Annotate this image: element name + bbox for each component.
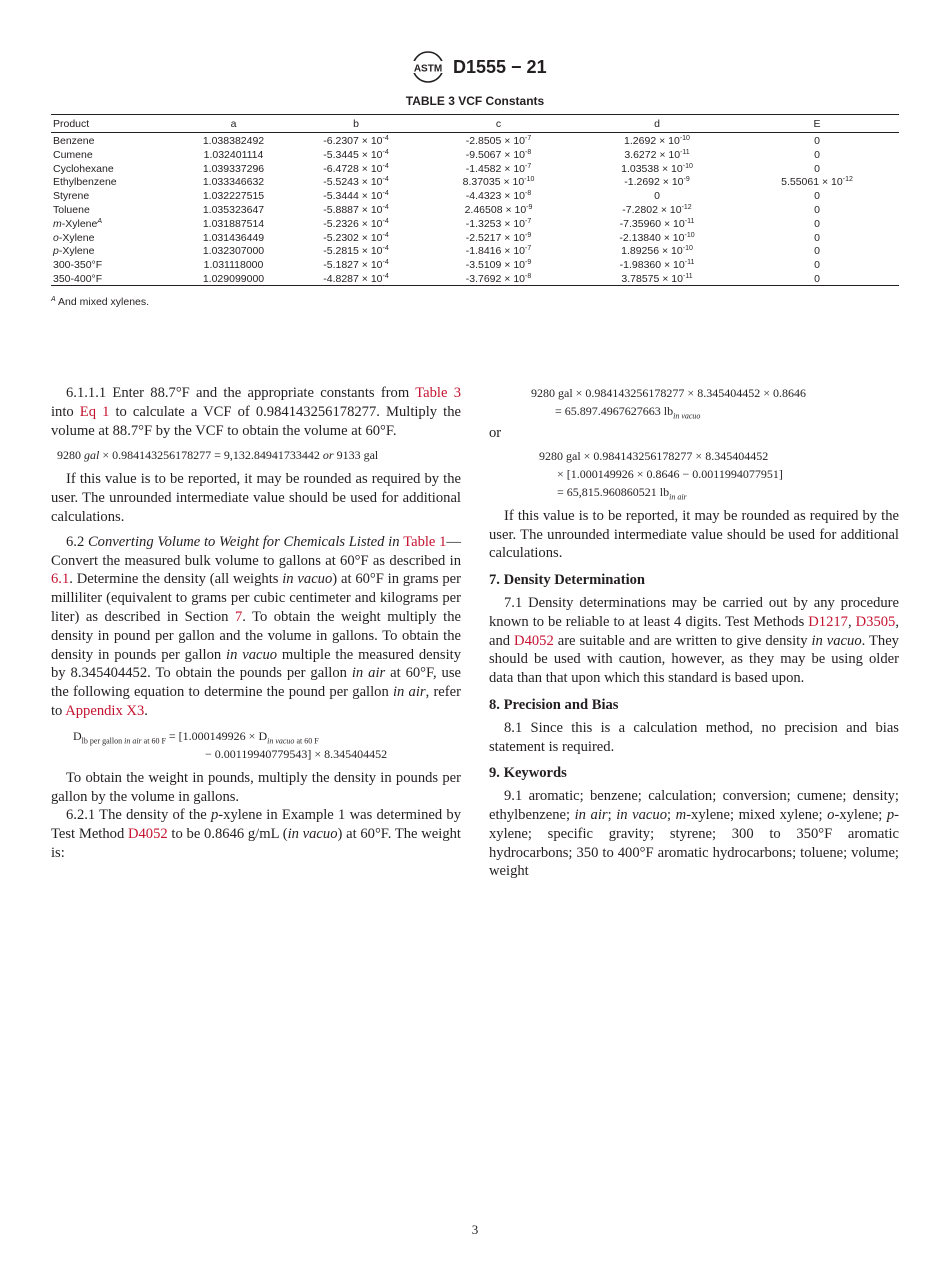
table-cell: 1.038382492: [202, 135, 265, 147]
equation-density-in-air: $D_{lb per gallon in air at 60 F} = [1.000149926 \times D_{in vacuo at 60 F}$ − 0.00119940779543] × 8.345404452: [73, 728, 388, 761]
table-cell: 0: [814, 135, 820, 147]
table-cell: 1.032401114: [203, 148, 264, 161]
table-row: [51, 202, 899, 216]
table-cell: $-5.2815 \times 10^{-4}$: [323, 245, 389, 258]
equation-weight-in-vacuo: 9280 gal × 0.984143256178277 × 8.345404452 × 0.8646 = 65.897.4967627663 $lb_{in vacuo}$: [531, 386, 806, 421]
table-cell: 350-400°F: [53, 272, 103, 285]
table-cell: $1.2692 \times 10^{-10}$: [624, 135, 690, 147]
header-cell: d: [654, 118, 660, 130]
table-cell: p-Xylene: [53, 245, 95, 258]
table-cell: $-4.8287 \times 10^{-4}$: [323, 272, 389, 285]
table-cell: $-1.98360 \times 10^{-11}$: [619, 259, 695, 272]
table-cell: $-4.4323 \times 10^{-8}$: [465, 190, 532, 203]
section-8-heading: 8. Precision and Bias: [489, 696, 619, 713]
link-d3505[interactable]: D3505: [855, 613, 896, 630]
table-cell: $-2.13840 \times 10^{-10}$: [619, 231, 695, 244]
table-cell: $-5.3444 \times 10^{-4}$: [323, 190, 389, 203]
table-cell: $-5.5243 \times 10^{-4}$: [323, 176, 389, 189]
link-section-7[interactable]: 7: [234, 608, 243, 625]
table-cell: $1.89256 \times 10^{-10}$: [621, 245, 693, 258]
table-header-row: [51, 114, 899, 133]
table-cell: 1.032307000: [202, 245, 265, 258]
table-cell: $-7.2802 \times 10^{-12}$: [622, 203, 692, 216]
table-cell: 1.033346632: [202, 176, 265, 189]
table-row: [51, 271, 899, 285]
link-d4052[interactable]: D4052: [127, 826, 168, 843]
table-cell: Toluene: [53, 203, 90, 216]
astm-logo-icon: [408, 50, 448, 84]
table-cell: Styrene: [53, 190, 90, 203]
table-cell: $5.55061 \times 10^{-12}$: [781, 176, 853, 189]
table-row: [51, 147, 899, 161]
table-cell: 300-350°F: [53, 259, 103, 272]
table-cell: $-7.35960 \times 10^{-11}$: [619, 217, 695, 230]
page-header: [0, 50, 950, 90]
table-row: [51, 257, 899, 271]
table-footnote: [51, 296, 149, 308]
table-cell: 1.031118000: [203, 259, 264, 272]
table-cell: $-3.5109 \times 10^{-9}$: [465, 259, 532, 272]
table-cell: 0: [814, 245, 820, 258]
link-eq-1[interactable]: Eq 1: [79, 403, 110, 420]
table-cell: $3.6272 \times 10^{-11}$: [624, 148, 690, 161]
paragraph-rounding: If this value is to be reported, it may be rounded as required by the user. The unrounded intermediate value should be used for additional calculations.: [51, 471, 461, 525]
table-cell: $-5.8887 \times 10^{-4}$: [323, 203, 389, 216]
link-d1217[interactable]: D1217: [808, 613, 848, 630]
table-cell: $-1.3253 \times 10^{-7}$: [465, 217, 532, 230]
table-cell: $8.37035 \times 10^{-10}$: [462, 176, 535, 189]
link-6-1[interactable]: 6.1: [51, 571, 70, 588]
header-cell: E: [813, 118, 821, 130]
table-cell: 0: [814, 272, 820, 285]
table-cell: $2.46508 \times 10^{-9}$: [464, 203, 533, 216]
table-cell: $-1.8416 \times 10^{-7}$: [465, 245, 532, 258]
link-d4052-2[interactable]: D4052: [514, 632, 554, 649]
paragraph-6-1-1-1: 6.1.1.1 Enter 88.7°F and the appropriate constants from Table 3 into Eq 1 to calculate a VCF of 0.984143256178277. Multiply the volume at 88.7°F by the VCF to obtain the volume at 60°F.: [51, 385, 461, 439]
table-row: [51, 188, 899, 202]
svg-text:ASTM: ASTM: [413, 63, 443, 75]
table-cell: Benzene: [53, 135, 95, 147]
table-row: [51, 230, 899, 244]
table-cell: 1.032227515: [202, 190, 265, 203]
table-cell: $1.03538 \times 10^{-10}$: [621, 162, 693, 175]
table-cell: 0: [814, 203, 820, 216]
footnote-text: And mixed xylenes.: [55, 296, 150, 308]
table-cell: $-1.2692 \times 10^{-9}$: [624, 176, 690, 189]
table-cell: $-3.7692 \times 10^{-8}$: [465, 272, 532, 285]
paragraph-6-2-1: 6.2.1 The density of the p-xylene in Example 1 was determined by Test Method D4052 to be 0.8646 g/mL (in vacuo) at 60°F. The weight is:: [51, 807, 461, 861]
table-row: [51, 216, 899, 230]
or-text: or: [489, 425, 502, 441]
table-cell: 0: [814, 259, 820, 272]
table-cell: $-9.5067 \times 10^{-8}$: [465, 148, 532, 161]
equation-weight-in-air: 9280 gal × 0.984143256178277 × 8.345404452 × [1.000149926 × 0.8646 − 0.0011994077951] = 65,815.960860521 $lb_{in air}$: [539, 448, 783, 502]
link-appendix-x3[interactable]: Appendix X3: [65, 702, 145, 719]
paragraph-6-2: 6.2 Converting Volume to Weight for Chemicals Listed in Table 1—Convert the measured bulk volume to gallons at 60°F as described in 6.1. Determine the density (all weights in vacuo) at 60°F in grams per milliliter (equivalent to grams per cubic centimeter and kilograms per liter) as described in Section 7. To obtain the weight multiply the density in pound per gallon and the volume in gallons. To obtain the density in pounds per gallon in vacuo multiple the measured density by 8.345404452. To obtain the pounds per gallon in air at 60°F, use the following equation to determine the pound per gallon in air, refer to Appendix X3.: [51, 533, 462, 719]
table-cell: 1.039337296: [202, 162, 265, 175]
table-cell: 0: [814, 217, 820, 230]
table-row: [51, 174, 899, 188]
section-9-heading: 9. Keywords: [489, 765, 567, 782]
table-cell: $-5.2326 \times 10^{-4}$: [323, 217, 389, 230]
table-cell: 1.035323647: [202, 203, 265, 216]
table-cell: 0: [654, 190, 660, 203]
link-table-3[interactable]: Table 3: [415, 385, 461, 401]
table-cell: 0: [814, 148, 820, 161]
vcf-constants-table: [51, 114, 899, 286]
table-cell: $-2.5217 \times 10^{-9}$: [465, 231, 532, 244]
equation-volume: 9280 gal × 0.984143256178277 = 9,132.84941733442 or 9133 gal: [57, 448, 379, 463]
table-cell: Cumene: [53, 148, 93, 161]
left-column: [51, 384, 461, 863]
table-cell: Cyclohexane: [53, 162, 114, 175]
table-row: [51, 161, 899, 175]
table-row: [51, 243, 899, 257]
table-cell: $-1.4582 \times 10^{-7}$: [465, 162, 532, 175]
paragraph-8-1: 8.1 Since this is a calculation method, no precision and bias statement is required.: [489, 719, 899, 755]
document-designation: D1555 − 21: [453, 57, 547, 77]
header-cell: Product: [53, 118, 90, 130]
table-cell: $-5.3445 \times 10^{-4}$: [323, 148, 389, 161]
header-cell: b: [353, 118, 359, 130]
paragraph-9-1: 9.1 aromatic; benzene; calculation; conversion; cumene; density; ethylbenzene; in air; in vacuo; m-xylene; mixed xylene; o-xylene; p-xylene; specific gravity; styrene; 300 to 350°F aromatic hydrocarbons; 350 to 400°F aromatic hydrocarbons; toluene; volume; weight: [489, 788, 900, 880]
page-number: 3: [471, 1222, 479, 1237]
right-column: [489, 384, 899, 881]
table-cell: 0: [814, 162, 820, 175]
table-cell: 1.031436449: [202, 231, 265, 244]
paragraph-weight: To obtain the weight in pounds, multiply the density in pounds per gallon by the volume in gallons.: [51, 769, 461, 805]
header-cell: a: [230, 118, 237, 130]
table-cell: Ethylbenzene: [53, 176, 117, 189]
table-cell: 1.031887514: [202, 217, 265, 230]
table-cell: $-5.2302 \times 10^{-4}$: [323, 231, 389, 244]
header-cell: c: [495, 118, 502, 130]
table-cell: o-Xylene: [53, 231, 95, 244]
section-7-heading: 7. Density Determination: [489, 572, 646, 589]
table-body: [51, 133, 899, 285]
footnote-mark: A: [51, 296, 56, 303]
table-cell: $-6.4728 \times 10^{-4}$: [323, 162, 389, 175]
table-cell: 1.029099000: [202, 272, 265, 285]
table-cell: 0: [814, 190, 820, 203]
paragraph-rounding-2: If this value is to be reported, it may be rounded as required by the user. The unrounded intermediate value should be used for additional calculations.: [489, 507, 899, 562]
table-cell: $-6.2307 \times 10^{-4}$: [323, 135, 389, 147]
table-cell: $-2.8505 \times 10^{-7}$: [465, 135, 532, 147]
link-table-1[interactable]: Table 1: [403, 533, 447, 550]
table-title: TABLE 3 VCF Constants: [405, 94, 545, 108]
table-row: [51, 133, 899, 147]
table-cell: m-Xylene$^A$: [53, 217, 103, 230]
table-cell: 0: [814, 231, 820, 244]
table-cell: $3.78575 \times 10^{-11}$: [621, 272, 693, 285]
paragraph-7-1: 7.1 Density determinations may be carried out by any procedure known to be reliable to at least 4 digits. Test Methods D1217, D3505, and D4052 are suitable and are written to give density in vacuo. They should be used with caution, however, as they may be using older data than that upon which this standard is based upon.: [489, 594, 899, 687]
table-cell: $-5.1827 \times 10^{-4}$: [323, 259, 389, 272]
